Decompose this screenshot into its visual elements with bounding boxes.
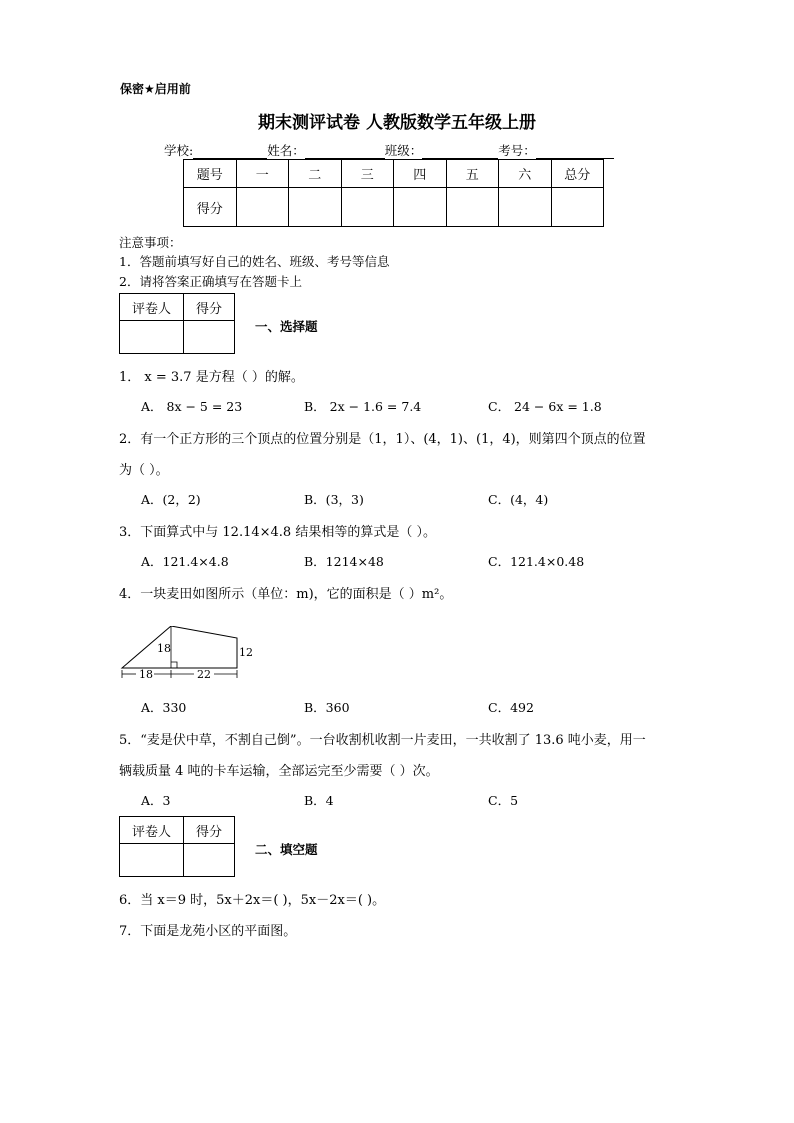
score-cell[interactable]: [236, 188, 289, 227]
exam-number-label: 考号：: [498, 143, 536, 158]
q5-option-a[interactable]: A．3: [141, 793, 171, 808]
q3-option-b[interactable]: B．1214×48: [304, 554, 384, 569]
q3-option-a[interactable]: A．121.4×4.8: [141, 554, 229, 569]
section-heading-fill: 二、填空题: [255, 842, 318, 857]
grader-label: 评卷人: [120, 294, 184, 321]
score-cell[interactable]: [499, 188, 552, 227]
height-label: 18: [157, 642, 171, 655]
score-header: 四: [394, 160, 447, 188]
grader-cell[interactable]: [120, 321, 184, 354]
score-header: 题号: [184, 160, 237, 188]
class-label: 班级：: [384, 143, 423, 158]
q3-option-c[interactable]: C．121.4×0.48: [488, 554, 585, 569]
question-7: 7．下面是龙苑小区的平面图。: [119, 924, 297, 939]
grader-score-label: 得分: [184, 294, 235, 321]
grader-box: [119, 816, 235, 877]
score-cell[interactable]: [341, 188, 394, 227]
q5-option-c[interactable]: C．5: [488, 793, 519, 808]
score-header: 五: [446, 160, 499, 188]
question-4: 4．一块麦田如图所示（单位：m)，它的面积是（ ）m²。: [119, 587, 453, 602]
question-3: 3．下面算式中与 12.14×4.8 结果相等的算式是（ ）。: [119, 525, 436, 540]
question-2: 2．有一个正方形的三个顶点的位置分别是（1，1）、(4，1)、(1，4)，则第四个顶点的位置: [119, 432, 646, 447]
score-header: 三: [341, 160, 394, 188]
q4-option-b[interactable]: B．360: [304, 700, 350, 715]
q4-option-a[interactable]: A．330: [141, 700, 187, 715]
grader-cell[interactable]: [120, 844, 184, 877]
score-cell[interactable]: [394, 188, 447, 227]
school-label: 学校:: [164, 143, 194, 158]
score-row-label: 得分: [184, 188, 237, 227]
grader-score-label: 得分: [184, 817, 235, 844]
q5-option-b[interactable]: B．4: [304, 793, 334, 808]
name-field[interactable]: [305, 145, 385, 159]
grader-label: 评卷人: [120, 817, 184, 844]
right-base-label: 22: [197, 668, 211, 681]
question-1: 1． x = 3.7 是方程（ ）的解。: [119, 370, 304, 385]
grader-cell[interactable]: [184, 321, 235, 354]
question-6: 6．当 x＝9 时，5x＋2x＝( )，5x－2x＝( )。: [119, 893, 386, 908]
score-header: 二: [289, 160, 342, 188]
score-table: [183, 159, 604, 227]
q2-option-c[interactable]: C．(4，4): [488, 492, 549, 507]
score-cell[interactable]: [446, 188, 499, 227]
grader-box: [119, 293, 235, 354]
score-cell[interactable]: [289, 188, 342, 227]
score-header: 一: [236, 160, 289, 188]
exam-title: 期末测评试卷 人教版数学五年级上册: [258, 113, 536, 133]
notes-title: 注意事项：: [119, 235, 182, 250]
left-base-label: 18: [139, 668, 153, 681]
right-side-label: 12: [239, 646, 253, 659]
q4-option-c[interactable]: C．492: [488, 700, 534, 715]
class-field[interactable]: [422, 145, 498, 159]
q1-option-c[interactable]: C． 24 − 6x = 1.8: [488, 399, 602, 414]
note-item: 2．请将答案正确填写在答题卡上: [119, 274, 302, 289]
school-field[interactable]: [193, 145, 267, 159]
question-5-cont: 辆载质量 4 吨的卡车运输，全部运完至少需要（ ）次。: [119, 764, 439, 779]
q2-option-a[interactable]: A．(2，2): [141, 492, 201, 507]
score-header: 六: [499, 160, 552, 188]
section-heading-choice: 一、选择题: [255, 319, 318, 334]
wheat-field-figure: [118, 626, 258, 682]
note-item: 1．答题前填写好自己的姓名、班级、考号等信息: [119, 254, 390, 269]
field-outline: [122, 626, 237, 668]
exam-number-field[interactable]: [536, 145, 614, 159]
q2-option-b[interactable]: B．(3，3): [304, 492, 364, 507]
confidential-mark: 保密★启用前: [120, 82, 191, 96]
student-info-line: [164, 141, 614, 159]
q1-option-b[interactable]: B． 2x − 1.6 = 7.4: [304, 399, 422, 414]
question-2-cont: 为（ ）。: [119, 463, 169, 478]
name-label: 姓名：: [267, 143, 305, 158]
right-angle-mark: [171, 662, 177, 668]
question-5: 5．“麦是伏中草，不割自己倒”。一台收割机收割一片麦田，一共收割了 13.6 吨小麦，用一: [119, 733, 646, 748]
score-cell[interactable]: [551, 188, 604, 227]
grader-cell[interactable]: [184, 844, 235, 877]
score-header: 总分: [551, 160, 604, 188]
q1-option-a[interactable]: A． 8x − 5 = 23: [141, 399, 243, 414]
